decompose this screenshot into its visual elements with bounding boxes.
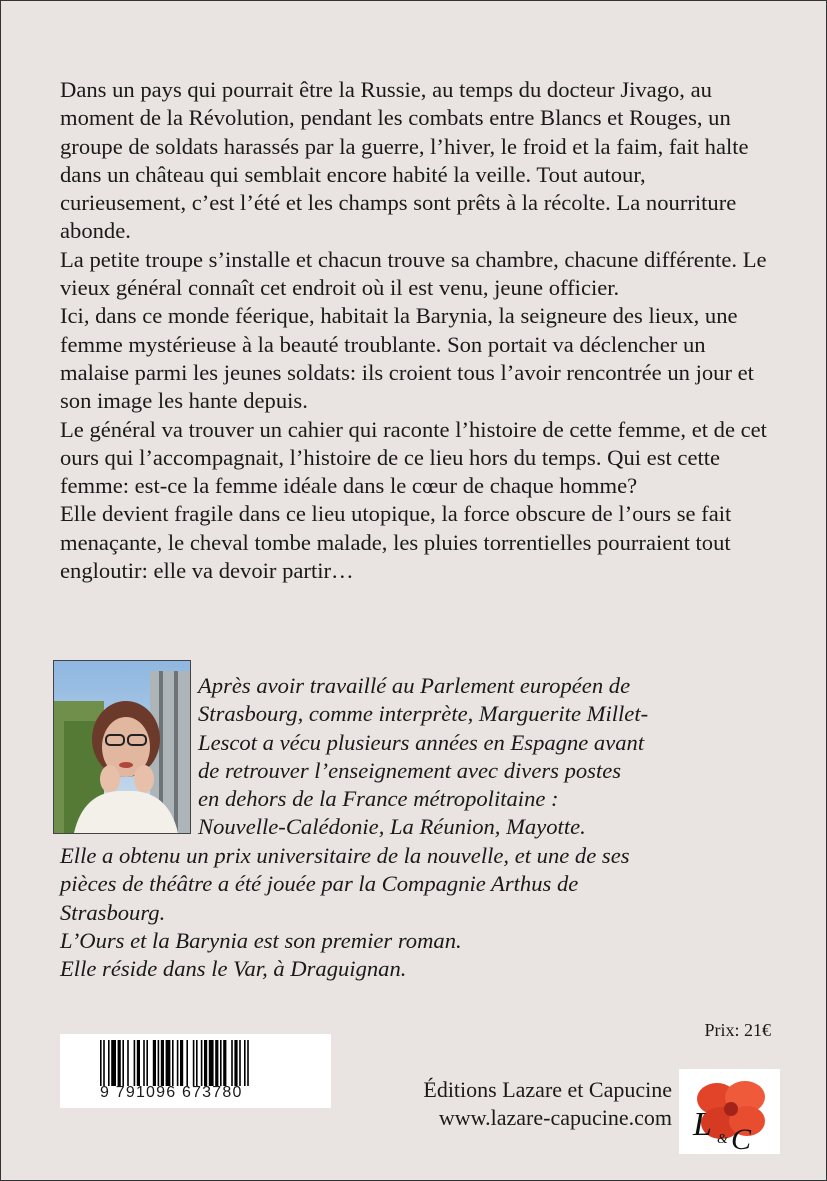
price-label: Prix: 21€ — [704, 1020, 771, 1040]
synopsis-text — [60, 76, 772, 585]
synopsis-paragraph: La petite troupe s’installe et chacun trouve sa chambre, chacune différente. Le vieux général connaît cet endroit où il est venu, jeune officier. — [60, 246, 767, 301]
bio-line: pièces de théâtre a été jouée par la Compagnie Arthus de — [60, 871, 579, 897]
publisher-info — [423, 1076, 672, 1132]
svg-text:C: C — [731, 1123, 752, 1154]
publisher-website: www.lazare-capucine.com — [438, 1105, 672, 1130]
bio-line: Elle a obtenu un prix universitaire de la nouvelle, et une de ses — [60, 843, 630, 868]
author-bio-intro — [198, 672, 788, 842]
synopsis-paragraph: Elle devient fragile dans ce lieu utopique, la force obscure de l’ours se fait menaçante, le cheval tombe malade, les pluies torrentielles pourraient tout engloutir: elle va devoir partir… — [60, 501, 732, 584]
bio-line: Lescot a vécu plusieurs années en Espagne avant — [198, 729, 645, 755]
synopsis-paragraph: Ici, dans ce monde féerique, habitait la Barynia, la seigneure des lieux, une femme mystérieuse à la beauté troublante. Son portait va déclencher un malaise parmi les jeunes soldats: ils croient tous l’avoir rencontrée un jour et son image les hante depuis. — [60, 303, 754, 414]
bio-line: Nouvelle-Calédonie, La Réunion, Mayotte. — [198, 814, 586, 840]
publisher-name: Éditions Lazare et Capucine — [423, 1077, 672, 1102]
bio-line: Strasbourg, comme interprète, Marguerite Millet- — [198, 701, 649, 727]
bio-line: Strasbourg. — [60, 899, 166, 925]
synopsis-paragraph: Le général va trouver un cahier qui raconte l’histoire de cette femme, et de cet ours qui l’accompagnait, l’histoire de ce lieu hors du temps. Qui est cette femme: est-ce la femme idéale dans le cœur de chaque homme? — [60, 416, 767, 499]
bio-line: Après avoir travaillé au Parlement européen de — [198, 673, 631, 698]
author-photo — [53, 660, 191, 834]
publisher-logo — [679, 1069, 780, 1154]
bio-line: en dehors de la France métropolitaine : — [198, 786, 559, 812]
barcode — [60, 1034, 331, 1108]
svg-text:&: & — [717, 1132, 728, 1147]
bio-line: Elle réside dans le Var, à Draguignan. — [60, 956, 407, 982]
barcode-bars — [100, 1040, 296, 1086]
bio-line: de retrouver l’enseignement avec divers postes — [198, 757, 622, 783]
author-bio-continued — [60, 842, 800, 983]
svg-text:L: L — [693, 1106, 712, 1143]
synopsis-paragraph: Dans un pays qui pourrait être la Russie, au temps du docteur Jivago, au moment de la Révolution, pendant les combats entre Blancs et Rouges, un groupe de soldats harassés par la guerre, l’hiver, le froid et la faim, fait halte dans un château qui semblait encore habité la veille. Tout autour, curieusement, c’est l’été et les champs sont prêts à la récolte. La nourriture abonde. — [60, 77, 749, 244]
isbn-number: 9 791096 673780 — [100, 1084, 243, 1101]
bio-line: L’Ours et la Barynia est son premier roman. — [60, 927, 462, 953]
